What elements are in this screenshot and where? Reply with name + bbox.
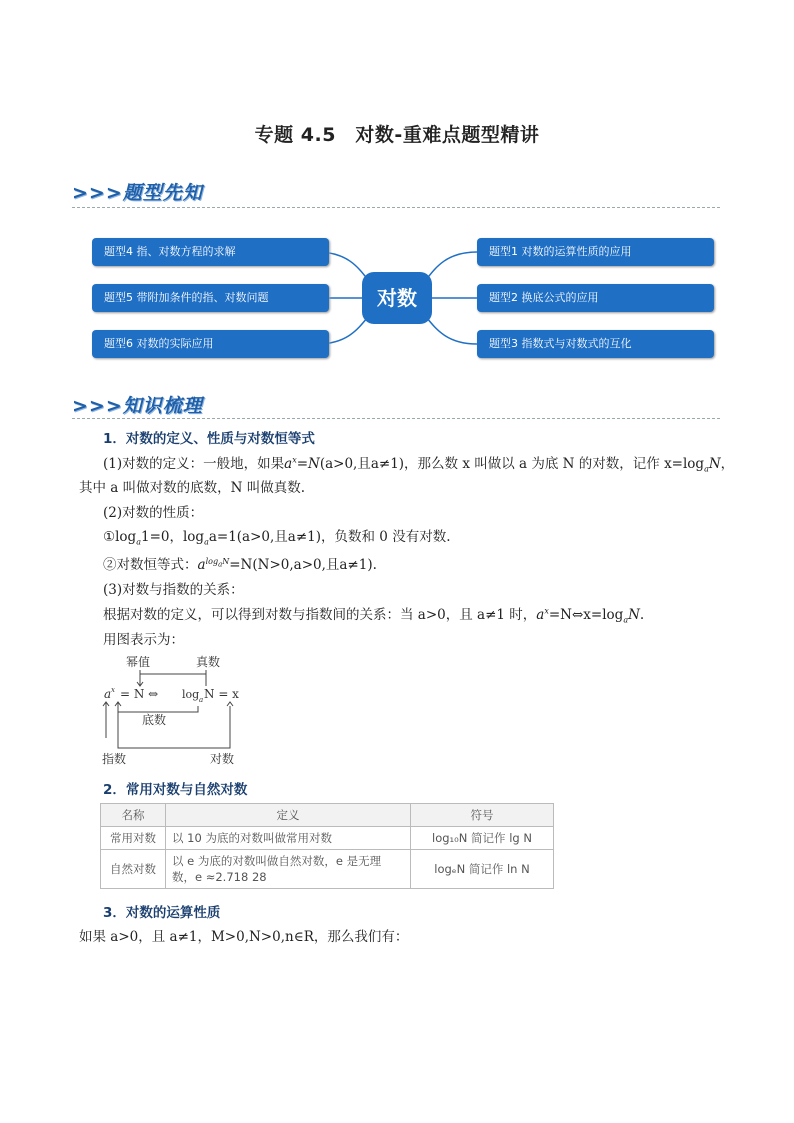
table-cell: 自然对数	[101, 850, 166, 889]
mindmap-node-type6: 题型6 对数的实际应用	[92, 330, 329, 358]
table-cell: 以 10 为底的对数叫做常用对数	[166, 827, 411, 850]
label-mici: 幂值	[126, 655, 151, 669]
mindmap-node-type3: 题型3 指数式与对数式的互化	[477, 330, 714, 358]
property-2: ②对数恒等式：$a^{log_aN}=N(N>0,a>0$,且a≠1).	[103, 556, 377, 573]
table-header: 定义	[166, 804, 411, 827]
label-zhishu: 指数	[102, 752, 127, 766]
relation-text: 根据对数的定义，可以得到对数与指数间的关系：当 a>0，且 a≠1 时，$a^x=N\Leftrightarrow x=\log_aN$.	[103, 606, 645, 625]
eq-ax-exp: x	[111, 686, 115, 694]
definition-line-2: 其中 a 叫做对数的底数，N 叫做真数.	[79, 480, 306, 496]
log-table	[100, 803, 554, 889]
heading-log-ops: 3．对数的运算性质	[103, 905, 221, 921]
mindmap-node-type4: 题型4 指、对数方程的求解	[92, 238, 329, 266]
mindmap-node-type2: 题型2 换底公式的应用	[477, 284, 714, 312]
table-row	[101, 827, 554, 850]
relation-label: (3)对数与指数的关系：	[103, 582, 244, 598]
page-title: 专题 4.5 对数-重难点题型精讲	[254, 124, 540, 146]
table-cell: 以 e 为底的对数叫做自然对数，e 是无理数，e ≈2.718 28	[166, 850, 411, 889]
heading-common-log: 2．常用对数与自然对数	[103, 782, 248, 798]
section-banner-types: >>>题型先知	[72, 182, 203, 204]
property-1: $①\log_a1=0$，$\log_aa=1(a>0$,且a≠1)，负数和 0 没有对数.	[103, 529, 451, 547]
log-ops-text: 如果 a>0，且 a≠1，M>0,N>0,n∈R，那么我们有：	[79, 929, 409, 945]
formula-ax: $a^x$	[284, 455, 297, 472]
label-zhenshu: 真数	[196, 655, 221, 669]
mindmap-node-type1: 题型1 对数的运算性质的应用	[477, 238, 714, 266]
table-cell: 常用对数	[101, 827, 166, 850]
definition-line: (1)对数的定义：一般地，如果$a^x=N(a>0$,且a≠1)，那么数 x 叫做以 a 为底 N 的对数，记作 $x=\log_aN$，	[103, 455, 735, 474]
eq-right: N = x	[204, 687, 239, 701]
table-cell: logₑN 简记作 ln N	[411, 850, 554, 889]
table-header-row	[101, 804, 554, 827]
table-header: 符号	[411, 804, 554, 827]
eq-log-base: a	[199, 696, 204, 704]
heading-definition: 1．对数的定义、性质与对数恒等式	[103, 431, 315, 447]
label-dishu: 底数	[142, 713, 167, 727]
mindmap-center: 对数	[362, 272, 432, 324]
relation-diagram	[100, 650, 260, 770]
formula-identity: $a^{log_aN}$	[197, 556, 230, 573]
table-header: 名称	[101, 804, 166, 827]
section-banner-knowledge: >>>知识梳理	[72, 395, 203, 417]
label-duishu: 对数	[210, 752, 235, 766]
eq-left: = N ⇔	[120, 687, 159, 701]
mindmap-node-type5: 题型5 带附加条件的指、对数问题	[92, 284, 329, 312]
divider	[72, 418, 720, 419]
eq-ax: a	[104, 687, 112, 701]
table-cell: log₁₀N 简记作 lg N	[411, 827, 554, 850]
eq-log: log	[182, 688, 200, 701]
table-row	[101, 850, 554, 889]
property-label: (2)对数的性质：	[103, 505, 204, 521]
chart-label: 用图表示为：	[103, 632, 184, 648]
